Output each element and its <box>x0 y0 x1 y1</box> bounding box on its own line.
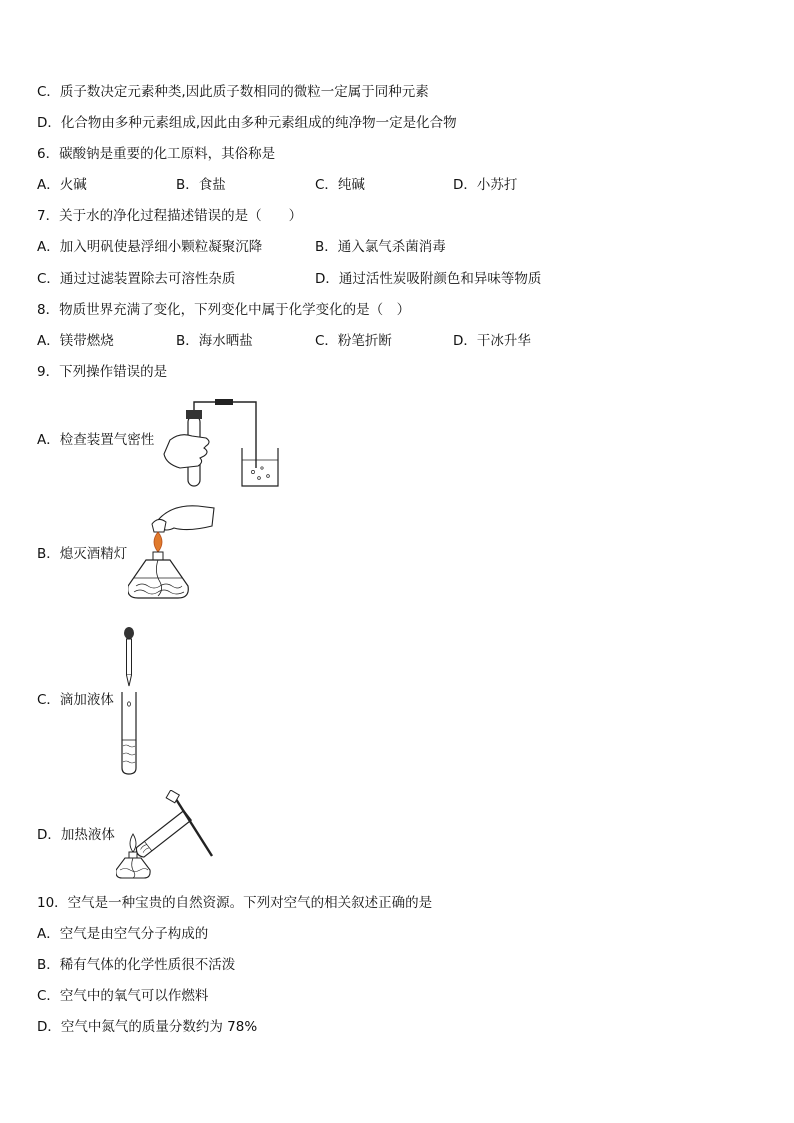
q10-option-a: A．空气是由空气分子构成的 <box>37 926 209 942</box>
airtightness-check-figure <box>160 398 285 490</box>
q10-option-c: C．空气中的氧气可以作燃料 <box>37 988 209 1004</box>
q6-option-c: C．纯碱 <box>315 177 365 193</box>
q8-option-d: D．干冰升华 <box>453 333 531 349</box>
alcohol-lamp-figure <box>128 502 218 606</box>
q6-stem: 6．碳酸钠是重要的化工原料，其俗称是 <box>37 146 276 162</box>
q7-option-c: C．通过过滤装置除去可溶性杂质 <box>37 271 236 287</box>
q8-stem: 8．物质世界充满了变化，下列变化中属于化学变化的是（ ） <box>37 302 411 318</box>
q9-option-a: A．检查装置气密性 <box>37 432 155 448</box>
q8-option-a: A．镁带燃烧 <box>37 333 114 349</box>
q9-option-b: B．熄灭酒精灯 <box>37 546 128 562</box>
q8-option-b: B．海水晒盐 <box>176 333 253 349</box>
q8-option-c: C．粉笔折断 <box>315 333 392 349</box>
dropper-figure <box>118 624 142 776</box>
q7-option-d: D．通过活性炭吸附颜色和异味等物质 <box>315 271 542 287</box>
q7-option-a: A．加入明矾使悬浮细小颗粒凝聚沉降 <box>37 239 263 255</box>
q7-stem: 7．关于水的净化过程描述错误的是（ ） <box>37 208 303 224</box>
q10-option-b: B．稀有气体的化学性质很不活泼 <box>37 957 236 973</box>
heating-liquid-figure <box>116 790 216 880</box>
q6-option-a: A．火碱 <box>37 177 87 193</box>
q9-option-d: D．加热液体 <box>37 827 115 843</box>
q10-stem: 10．空气是一种宝贵的自然资源。下列对空气的相关叙述正确的是 <box>37 895 433 911</box>
q5-option-c: C．质子数决定元素种类,因此质子数相同的微粒一定属于同种元素 <box>37 84 429 100</box>
q9-stem: 9．下列操作错误的是 <box>37 364 168 380</box>
q10-option-d: D．空气中氮气的质量分数约为 78% <box>37 1019 258 1035</box>
q7-option-b: B．通入氯气杀菌消毒 <box>315 239 446 255</box>
q6-option-d: D．小苏打 <box>453 177 518 193</box>
q9-option-c: C．滴加液体 <box>37 692 114 708</box>
q5-option-d: D．化合物由多种元素组成,因此由多种元素组成的纯净物一定是化合物 <box>37 115 457 131</box>
q6-option-b: B．食盐 <box>176 177 226 193</box>
